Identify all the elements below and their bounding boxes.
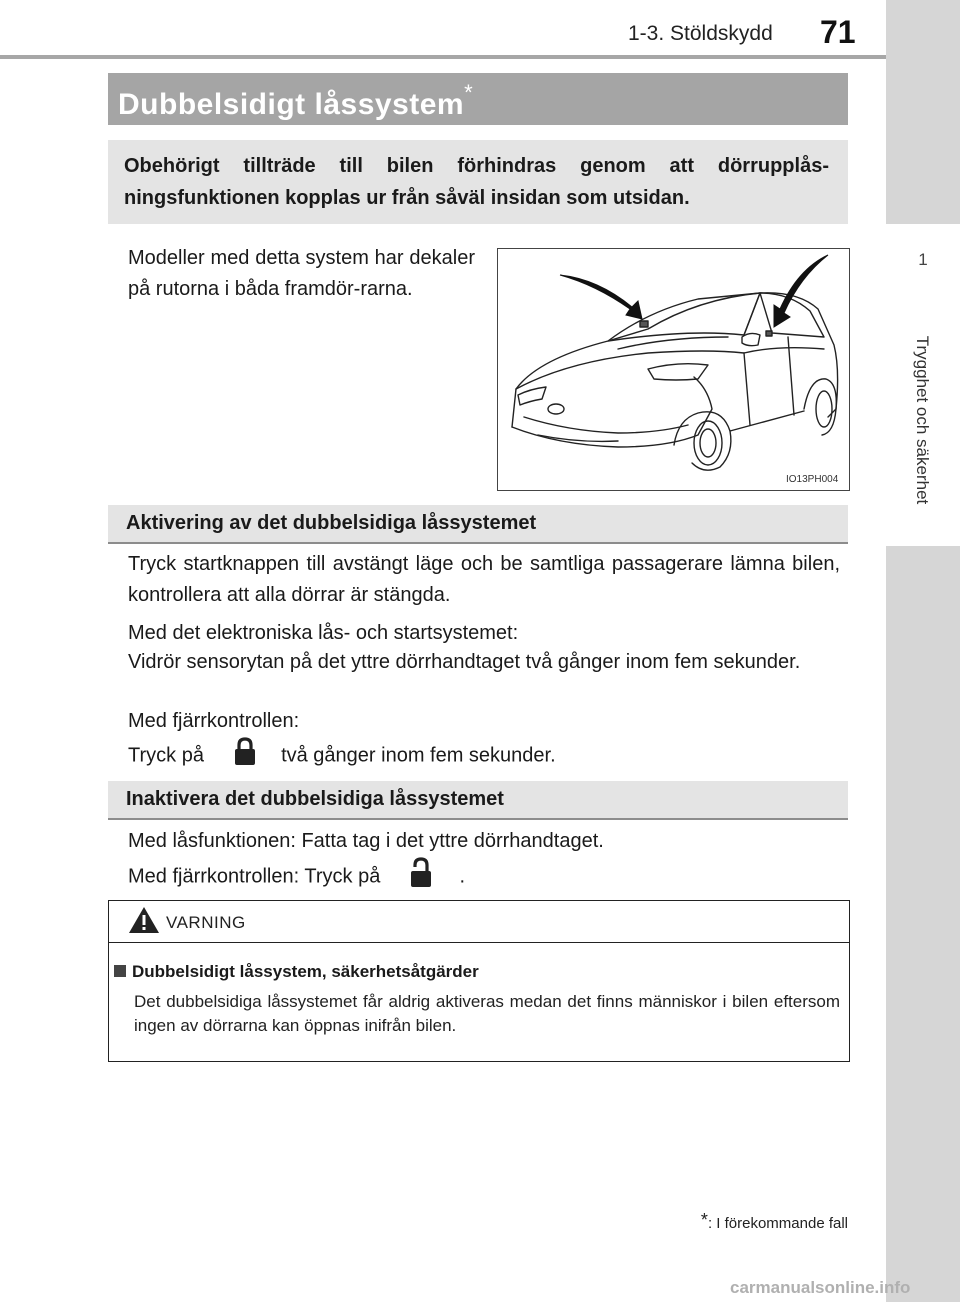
side-strip (886, 0, 960, 1302)
warning-heading-text: Dubbelsidigt låssystem, säkerhetsåtgärder (132, 962, 479, 981)
car-drawing (498, 249, 849, 490)
warning-body: Det dubbelsidiga låssystemet får aldrig aktiveras medan det finns människor i bilen eftersom ingen av dörrarna kan öppnas inifrån bilen. (134, 992, 840, 1035)
footnote-asterisk: * (700, 1210, 708, 1230)
warning-heading (114, 962, 479, 982)
lock-function-text: Med låsfunktionen: Fatta tag i det yttre dörrhandtaget. (128, 830, 604, 852)
remote-instruction (128, 736, 840, 776)
intro-text: Obehörigt tillträde till bilen förhindras genom att dörrupplås-ningsfunktionen kopplas ur från såväl insidan som utsidan. (124, 155, 829, 209)
remote-instruction-before: Tryck på (128, 744, 204, 767)
remote-deactivation (128, 856, 840, 898)
remote-deactivation-after: . (459, 865, 466, 888)
lock-icon (232, 736, 258, 776)
header-divider (0, 55, 886, 59)
deactivation-heading: Inaktivera det dubbelsidiga låssystemet (126, 788, 504, 810)
section-label: 1-3. Stöldskydd (628, 22, 773, 45)
title-asterisk: * (464, 80, 474, 105)
models-text: Modeller med detta system har dekaler på rutorna i båda framdör-rarna. (128, 247, 475, 300)
remote-deactivation-before: Med fjärrkontrollen: Tryck på (128, 865, 381, 888)
car-illustration (497, 248, 850, 491)
unlock-icon (408, 856, 434, 898)
remote-label: Med fjärrkontrollen: (128, 710, 300, 732)
footnote (660, 1210, 848, 1232)
remote-instruction-after: två gånger inom fem sekunder. (281, 744, 556, 767)
warning-label: VARNING (166, 913, 246, 932)
page-title (118, 80, 473, 122)
watermark: carmanualsonline.info (730, 1278, 911, 1297)
chapter-tab-number: 1 (918, 250, 928, 269)
page-title-text: Dubbelsidigt låssystem (118, 88, 465, 121)
activation-heading: Aktivering av det dubbelsidiga låssystemet (126, 512, 537, 534)
smart-key-label: Med det elektroniska lås- och startsystemet: (128, 622, 519, 644)
chapter-tab-title: Trygghet och säkerhet (913, 335, 932, 505)
footnote-text: : I förekommande fall (707, 1215, 848, 1232)
warning-triangle-icon (128, 906, 160, 939)
smart-key-text: Vidrör sensorytan på det yttre dörrhandtaget två gånger inom fem sekunder. (128, 651, 801, 673)
bullet-square-icon (114, 965, 126, 977)
page-number: 71 (820, 14, 856, 50)
figure-code: IO13PH004 (786, 474, 839, 485)
activation-paragraph: Tryck startknappen till avstängt läge och be samtliga passagerare lämna bilen, kontrollera att alla dörrar är stängda. (128, 553, 840, 606)
warning-divider (108, 942, 850, 943)
